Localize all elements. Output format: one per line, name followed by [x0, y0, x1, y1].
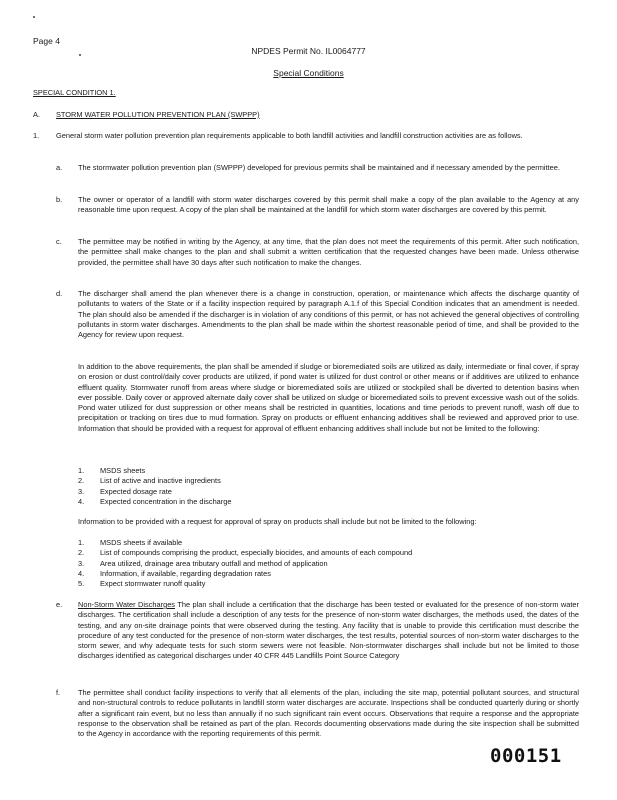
item-1-text: General storm water pollution prevention plan requirements applicable to both landfill activities and landfill construction activities are as follows. [56, 131, 523, 140]
item-d-paragraph-2: In addition to the above requirements, the plan shall be amended if sludge or bioremediated soils are utilized as daily, intermediate or final cover, if spray on erosion or dust control/daily cover products are utilized, if pond water is utilized for dust control or other means or if additives are utilized to enhance effluent quality. Stormwater runoff from areas where sludge or bioremediated soils are utilized or stockpiled shall be diverted to detention basins when ever possible. Daily cover or approved alternate daily cover shall be utilized on sludge or bioremediated soils to prevent excessive wash out of the solids. Pond water utilized for dust suppression or other means shall be restricted in quantities, locations and time periods to prevent runoff, wash off due to precipitation or tracking on tires due to mud formation. Spray on products or effluent enhancing additives shall be reviewed and approved prior to use. Information that should be provided with a request for approval of effluent enhancing additives shall include but not be limited to the following: [78, 362, 579, 433]
permit-number: NPDES Permit No. IL0064777 [251, 46, 366, 56]
item-a-label: a. [56, 163, 63, 172]
section-header: Special Conditions [273, 68, 344, 78]
list-item: 4. Information, if available, regarding degradation rates [78, 568, 271, 578]
item-c-label: c. [56, 237, 62, 246]
item-f-label: f. [56, 688, 61, 697]
item-e-body: The plan shall include a certification that the discharge has been tested or evaluated for the presence of non-storm water discharges. The certification shall include a description of any tests for the presence of non-storm water discharges, the methods used, the dates of the testing, and any on-site drainage points that were observed during the testing. Any facility that is unable to provide this certification must describe the procedure of any test conducted for the presence of non-storm water discharges, the test results, potential sources of non-storm water discharges to the storm sewer, and why adequate tests for such storm sewers were not feasible. Non-stormwater discharges shall include but not be limited to those discharges identified as categorical discharges under 40 CFR 445 Landfills Point Source Category [78, 600, 579, 661]
subsection-label: A. [33, 110, 40, 119]
spray-products-intro: Information to be provided with a request for approval of spray on products shall include but not be limited to the following: [78, 517, 477, 526]
item-1-number: 1. [33, 131, 40, 140]
item-d-label: d. [56, 289, 63, 298]
list-item: 1. MSDS sheets [78, 466, 146, 475]
list-item: 1. MSDS sheets if available [78, 538, 183, 547]
item-f-text: The permittee shall conduct facility inspections to verify that all elements of the plan, including the site map, potential pollutant sources, and structural and non-structural controls to reduce pollutants in landfill storm water discharges are accurate. Inspections shall be conducted quarterly during or shortly after a significant rain event, but no less than annually if no such significant rain event occurs. Observations that require a response and the appropriate response to the observation shall be retained as part of the plan. Records documenting observations made during the site inspection shall be submitted to the Agency in accordance with the reporting requirements of this permit. [78, 688, 579, 739]
item-a-text: The stormwater pollution prevention plan (SWPPP) developed for previous permits shall be maintained and if necessary amended by the permittee. [78, 163, 560, 172]
list-item: 4. Expected concentration in the discharge [78, 496, 232, 506]
item-e-text [78, 600, 579, 662]
effluent-additive-list [78, 466, 579, 507]
subsection-title: STORM WATER POLLUTION PREVENTION PLAN (SWPPP) [56, 110, 260, 119]
list-item: 5. Expect stormwater runoff quality [78, 579, 206, 589]
item-e-label: e. [56, 600, 63, 609]
item-e-title: Non-Storm Water Discharges [78, 600, 176, 609]
page-number: Page 4 [33, 36, 60, 46]
item-d-text: The discharger shall amend the plan whenever there is a change in construction, operation, or maintenance which affects the discharge quantity of pollutants to waters of the State or if a facility inspection required by paragraph A.1.f of this Special Condition indicates that an amendment is needed. The plan should also be amended if the discharger is in violation of any conditions of this permit, or has not achieved the general objectives of controlling pollutants in storm water discharges. Amendments to the plan shall be made within the shortest reasonable period of time, and shall be provided to the Agency for review upon request. [78, 289, 579, 340]
list-item: 2. List of active and inactive ingredients [78, 476, 221, 486]
item-b-label: b. [56, 195, 63, 204]
list-item: 3. Area utilized, drainage area tributary outfall and method of application [78, 558, 328, 568]
item-b-text: The owner or operator of a landfill with storm water discharges covered by this permit shall make a copy of the plan available to the Agency at any reasonable time upon request. A copy of the plan shall be maintained at the landfill for which storm water discharges are covered by this permit. [78, 195, 579, 215]
bates-stamp: 000151 [490, 745, 562, 767]
spray-products-list [78, 538, 579, 589]
special-condition-heading: SPECIAL CONDITION 1. [33, 88, 116, 97]
item-c-text: The permittee may be notified in writing by the Agency, at any time, that the plan does not meet the requirements of this permit. After such notification, the permittee shall make changes to the plan and shall submit a written certification that the requested changes have been made. Unless otherwise provided, the permittee shall have 30 days after such notification to make the changes. [78, 237, 579, 267]
scan-speck [33, 16, 35, 18]
list-item: 2. List of compounds comprising the product, especially biocides, and amounts of each compound [78, 548, 413, 558]
list-item: 3. Expected dosage rate [78, 486, 172, 496]
